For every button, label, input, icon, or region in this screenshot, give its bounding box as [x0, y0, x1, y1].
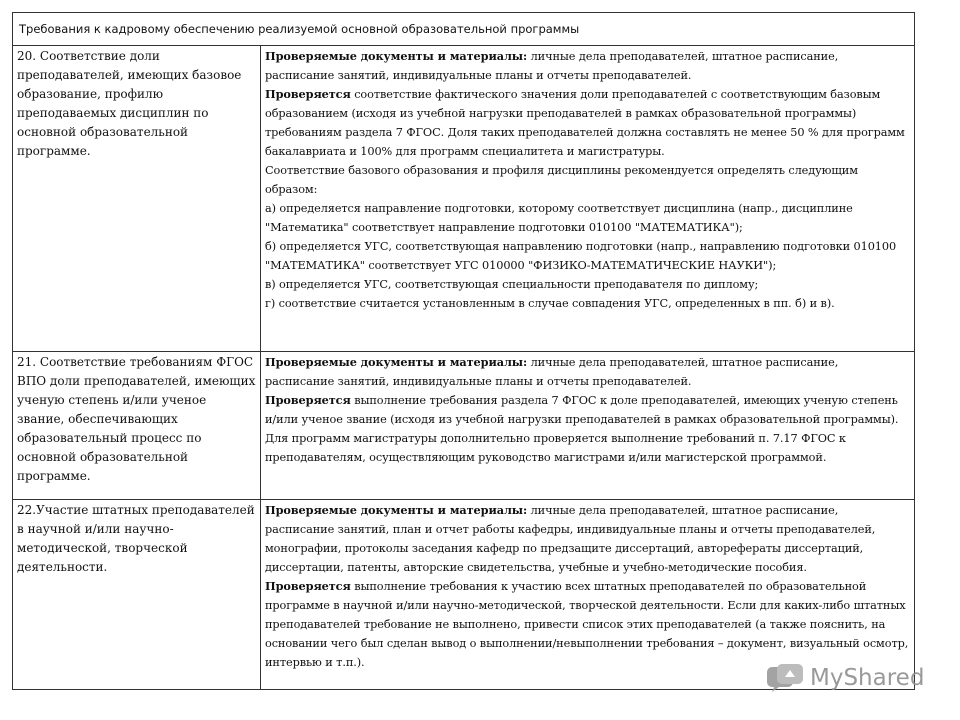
table-header-row: [13, 13, 915, 46]
docs-paragraph: [265, 353, 910, 391]
docs-label: Проверяемые документы и материалы:: [265, 355, 528, 369]
table-title: Требования к кадровому обеспечению реализуемой основной образовательной программы: [13, 13, 915, 46]
criterion-cell: 20. Соответствие доли преподавателей, имеющих базовое образование, профилю преподаваемых дисциплин по основной образовательной программе.: [13, 46, 261, 352]
checked-paragraph: [265, 85, 910, 161]
requirements-table: [12, 12, 915, 690]
extra-paragraph: Соответствие базового образования и профиля дисциплины рекомендуется определять следующим образом:: [265, 164, 858, 196]
docs-paragraph: [265, 501, 910, 577]
extra-paragraph: б) определяется УГС, соответствующая направлению подготовки (напр., направлению подготовки 010100 "МАТЕМАТИКА" соответствует УГС 010000 "ФИЗИКО-МАТЕМАТИЧЕСКИЕ НАУКИ");: [265, 240, 897, 272]
checked-label: Проверяется: [265, 579, 351, 593]
docs-text: личные дела преподавателей, штатное расписание, расписание занятий, план и отчет работы кафедры, индивидуальные планы и отчеты преподавателей, монографии, протоколы заседания кафедр по предзащите диссертаций, автореферaты диссертаций, диссертации, патенты, авторские свидетельства, учебные и учебно-методические пособия.: [265, 504, 876, 574]
watermark-text: MyShared: [810, 665, 925, 691]
docs-label: Проверяемые документы и материалы:: [265, 503, 528, 517]
docs-text: личные дела преподавателей, штатное расписание, расписание занятий, индивидуальные планы и отчеты преподавателей.: [265, 50, 839, 82]
extra-paragraph: в) определяется УГС, соответствующая специальности преподавателя по диплому;: [265, 278, 759, 291]
checked-text: выполнение требования к участию всех штатных преподавателей по образовательной программе в научной и/или научно-методической, творческой деятельности. Если для каких-либо штатных преподавателей требование не выполнено, привести список этих преподавателей (а также пояснить, на основании чего был сделан вывод о выполнении/невыполнении требования – документ, визуальный осмотр, интервью и т.п.).: [265, 580, 909, 669]
description-cell: [261, 352, 915, 500]
checked-paragraph: [265, 391, 910, 467]
description-cell: [261, 46, 915, 352]
docs-paragraph: [265, 47, 910, 85]
myshared-logo-icon: [766, 663, 804, 693]
criterion-cell: 22.Участие штатных преподавателей в научной и/или научно-методической, творческой деятельности.: [13, 500, 261, 690]
docs-label: Проверяемые документы и материалы:: [265, 49, 528, 63]
criterion-cell: 21. Соответствие требованиям ФГОС ВПО доли преподавателей, имеющих ученую степень и/или ученое звание, обеспечивающих образовательный процесс по основной образовательной программе.: [13, 352, 261, 500]
docs-text: личные дела преподавателей, штатное расписание, расписание занятий, индивидуальные планы и отчеты преподавателей.: [265, 356, 839, 388]
table-row: [13, 46, 915, 352]
extra-paragraph: а) определяется направление подготовки, которому соответствует дисциплина (напр., дисциплине "Математика" соответствует направление подготовки 010100 "МАТЕМАТИКА");: [265, 202, 853, 234]
checked-label: Проверяется: [265, 393, 351, 407]
checked-text: соответствие фактического значения доли преподавателей с соответствующим базовым образованием (исходя из учебной нагрузки преподавателей в рамках образовательной программы) требованиям раздела 7 ФГОС. Доля таких преподавателей должна составлять не менее 50 % для программ бакалавриата и 100% для программ специалитета и магистратуры.: [265, 88, 905, 158]
table-row: [13, 352, 915, 500]
checked-label: Проверяется: [265, 87, 351, 101]
extra-paragraph: г) соответствие считается установленным в случае совпадения УГС, определенных в пп. б) и в).: [265, 297, 835, 310]
myshared-watermark: [766, 658, 924, 698]
checked-text: выполнение требования раздела 7 ФГОС к доле преподавателей, имеющих ученую степень и/или ученое звание (исходя из учебной нагрузки преподавателей в рамках образовательной программы). Для программ магистратуры дополнительно проверяется выполнение требований п. 7.17 ФГОС к преподавателям, осуществляющим руководство магистрами и/или магистерской программой.: [265, 394, 899, 464]
